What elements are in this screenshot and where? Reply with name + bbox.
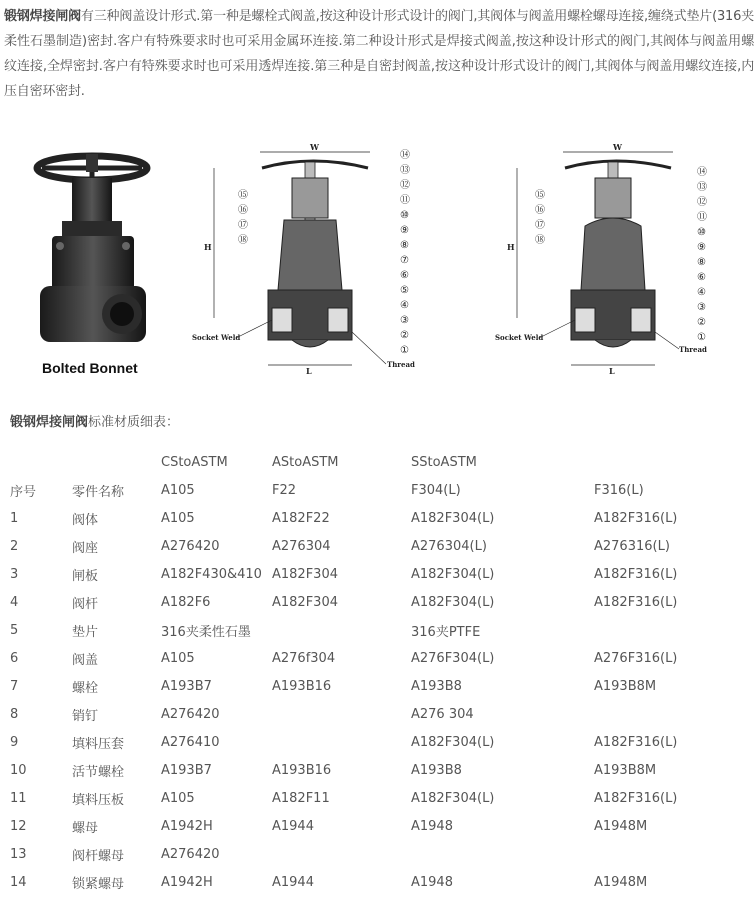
table-cell: 垫片 xyxy=(72,624,99,640)
table-row xyxy=(0,616,754,644)
table-cell: 316夹柔性石墨 xyxy=(161,624,251,640)
table-cell: A276420 xyxy=(161,538,220,554)
drawing1-length-label: L xyxy=(306,366,312,376)
table-cell: A182F304 xyxy=(272,594,338,610)
table-cell xyxy=(272,840,411,868)
table-header-cell: SStoASTM xyxy=(411,454,477,470)
table-header-cell xyxy=(0,448,72,476)
table-cell: A1948M xyxy=(594,874,648,890)
table-cell: A182F316(L) xyxy=(594,734,678,750)
table-cell: A182F304(L) xyxy=(411,594,495,610)
table-cell: A276316(L) xyxy=(594,538,670,554)
callout-14: ⑭ xyxy=(400,150,410,161)
callout-3: ③ xyxy=(400,315,409,326)
table-cell: A182F316(L) xyxy=(594,510,678,526)
drawing2-socket-weld: Socket Weld xyxy=(495,333,544,342)
table-cell: 3 xyxy=(10,566,19,582)
table-cell: A193B8M xyxy=(594,678,657,694)
table-header-cell: 零件名称 xyxy=(72,484,125,500)
table-cell: A276420 xyxy=(161,846,220,862)
table-cell xyxy=(594,700,754,728)
drawing1-socket-weld: Socket Weld xyxy=(192,333,241,342)
table-cell: 8 xyxy=(10,706,19,722)
section-title xyxy=(10,411,179,430)
callout-6: ⑥ xyxy=(400,270,409,281)
intro-paragraph xyxy=(4,4,754,104)
table-cell xyxy=(594,840,754,868)
table-cell: A193B7 xyxy=(161,762,212,778)
table-cell: A1948 xyxy=(411,874,453,890)
intro-text: 有三种阀盖设计形式.第一种是螺栓式阀盖,按这种设计形式设计的阀门,其阀体与阀盖用螺栓螺母连接,缠绕式垫片(316夹柔性石墨制造)密封.客户有特殊要求时也可采用金属环连接.第二种设计形式是焊接式阀盖,按这种设计形式的阀门,其阀体与阀盖用螺纹连接,全焊密封.客户有特殊要求时也可采用透焊连接.第三种是自密封阀盖,按这种设计形式设计的阀门,其阀体与阀盖用螺纹连接,内压自密环密封. xyxy=(4,9,754,99)
table-cell: 锁紧螺母 xyxy=(72,876,125,892)
table-cell: A193B16 xyxy=(272,762,332,778)
callout-1: ① xyxy=(697,332,706,343)
callout-18: ⑱ xyxy=(535,235,545,246)
callout-9: ⑨ xyxy=(697,242,706,253)
table-row xyxy=(0,728,754,756)
callout-13: ⑬ xyxy=(400,165,410,176)
table-cell xyxy=(272,700,411,728)
callout-10: ⑩ xyxy=(697,227,706,238)
table-header-cell: CStoASTM xyxy=(161,454,228,470)
drawing2-height-label: H xyxy=(507,242,515,252)
table-cell: A182F304(L) xyxy=(411,734,495,750)
callout-12: ⑫ xyxy=(697,197,707,208)
table-cell: 销钉 xyxy=(72,708,99,724)
callout-15: ⑮ xyxy=(535,190,545,201)
table-cell: 13 xyxy=(10,846,27,862)
callout-3: ③ xyxy=(697,302,706,313)
table-cell: 填料压套 xyxy=(72,736,125,752)
table-cell: 闸板 xyxy=(72,568,99,584)
table-cell: A276304 xyxy=(272,538,331,554)
table-cell: A182F316(L) xyxy=(594,790,678,806)
material-table xyxy=(0,448,754,896)
table-row xyxy=(0,532,754,560)
table-cell: 1 xyxy=(10,510,19,526)
table-cell: A1944 xyxy=(272,874,314,890)
callout-9: ⑨ xyxy=(400,225,409,236)
table-cell: 11 xyxy=(10,790,27,806)
table-cell: A182F304(L) xyxy=(411,566,495,582)
table-cell: A1942H xyxy=(161,818,213,834)
table-header-row-1 xyxy=(0,448,754,476)
drawing1-height-label: H xyxy=(204,242,212,252)
table-cell: 填料压板 xyxy=(72,792,125,808)
callout-4: ④ xyxy=(697,287,706,298)
table-row xyxy=(0,840,754,868)
table-cell: A193B8 xyxy=(411,762,462,778)
callout-17: ⑰ xyxy=(238,220,248,231)
table-cell: A193B7 xyxy=(161,678,212,694)
table-row xyxy=(0,868,754,896)
table-cell: A1942H xyxy=(161,874,213,890)
section-title-rest: 标准材质细表： xyxy=(88,415,180,430)
table-cell: 螺母 xyxy=(72,820,99,836)
table-row xyxy=(0,812,754,840)
table-cell: A182F11 xyxy=(272,790,330,806)
table-cell: A182F316(L) xyxy=(594,566,678,582)
material-table-body xyxy=(0,448,754,896)
table-cell: A1944 xyxy=(272,818,314,834)
table-cell: A276F304(L) xyxy=(411,650,495,666)
table-cell: 螺栓 xyxy=(72,680,99,696)
figures-row xyxy=(0,138,756,383)
table-cell: 7 xyxy=(10,678,19,694)
table-cell: 活节螺栓 xyxy=(72,764,125,780)
table-cell: A276F316(L) xyxy=(594,650,678,666)
table-row xyxy=(0,560,754,588)
table-cell: 5 xyxy=(10,622,19,638)
callout-8: ⑧ xyxy=(400,240,409,251)
table-cell: A193B8 xyxy=(411,678,462,694)
drawing1-thread: Thread xyxy=(387,360,415,369)
table-header-cell xyxy=(594,448,754,476)
table-row xyxy=(0,672,754,700)
valve-photo xyxy=(22,146,162,356)
table-cell: A182F304 xyxy=(272,566,338,582)
callout-16: ⑯ xyxy=(535,205,545,216)
table-header-cell: 序号 xyxy=(10,484,37,500)
table-cell: A276420 xyxy=(161,706,220,722)
table-cell: A105 xyxy=(161,650,195,666)
table-cell: 阀杆螺母 xyxy=(72,848,125,864)
table-cell: A105 xyxy=(161,790,195,806)
table-cell xyxy=(272,728,411,756)
table-cell xyxy=(411,840,594,868)
callout-11: ⑪ xyxy=(400,195,410,206)
table-row xyxy=(0,588,754,616)
callout-5: ⑤ xyxy=(400,285,409,296)
table-cell: A193B8M xyxy=(594,762,657,778)
table-cell: A276410 xyxy=(161,734,220,750)
drawing2-length-label: L xyxy=(609,366,615,376)
callout-6: ⑥ xyxy=(697,272,706,283)
table-row xyxy=(0,700,754,728)
table-cell: A1948M xyxy=(594,818,648,834)
table-cell: A276304(L) xyxy=(411,538,487,554)
photo-caption: Bolted Bonnet xyxy=(42,360,138,376)
table-header-cell: F316(L) xyxy=(594,482,644,498)
table-cell: A1948 xyxy=(411,818,453,834)
table-cell: 阀杆 xyxy=(72,596,99,612)
callout-14: ⑭ xyxy=(697,167,707,178)
table-cell: 6 xyxy=(10,650,19,666)
table-header-row-2 xyxy=(0,476,754,504)
drawing2-thread: Thread xyxy=(679,345,707,354)
table-cell: 阀体 xyxy=(72,512,99,528)
bolted-bonnet-drawing xyxy=(192,140,424,380)
intro-bold-title: 锻钢焊接闸阀 xyxy=(4,9,81,24)
table-header-cell xyxy=(72,448,161,476)
table-cell: A182F6 xyxy=(161,594,211,610)
callout-13: ⑬ xyxy=(697,182,707,193)
callout-11: ⑪ xyxy=(697,212,707,223)
table-cell: A182F22 xyxy=(272,510,330,526)
table-cell: 14 xyxy=(10,874,27,890)
table-cell: A276f304 xyxy=(272,650,336,666)
callout-8: ⑧ xyxy=(697,257,706,268)
table-cell xyxy=(594,616,754,644)
callout-17: ⑰ xyxy=(535,220,545,231)
table-cell: 阀盖 xyxy=(72,652,99,668)
section-title-bold: 锻钢焊接闸阀 xyxy=(10,415,89,430)
table-cell: 9 xyxy=(10,734,19,750)
table-cell: A182F316(L) xyxy=(594,594,678,610)
table-cell: A182F304(L) xyxy=(411,790,495,806)
table-header-cell: F22 xyxy=(272,482,297,498)
table-cell: 阀座 xyxy=(72,540,99,556)
drawing2-width-label: W xyxy=(613,142,622,152)
table-cell: 4 xyxy=(10,594,19,610)
callout-16: ⑯ xyxy=(238,205,248,216)
table-row xyxy=(0,756,754,784)
drawing1-width-label: W xyxy=(310,142,319,152)
table-header-cell: F304(L) xyxy=(411,482,461,498)
callout-12: ⑫ xyxy=(400,180,410,191)
callout-15: ⑮ xyxy=(238,190,248,201)
callout-18: ⑱ xyxy=(238,235,248,246)
table-cell: A276 304 xyxy=(411,706,474,722)
callout-4: ④ xyxy=(400,300,409,311)
table-cell: A193B16 xyxy=(272,678,332,694)
callout-1: ① xyxy=(400,345,409,356)
table-cell: 10 xyxy=(10,762,27,778)
callout-2: ② xyxy=(697,317,706,328)
table-header-cell: A105 xyxy=(161,482,195,498)
table-row xyxy=(0,504,754,532)
callout-2: ② xyxy=(400,330,409,341)
table-cell: 2 xyxy=(10,538,19,554)
table-cell: 316夹PTFE xyxy=(411,624,481,640)
table-cell xyxy=(272,616,411,644)
callout-7: ⑦ xyxy=(400,255,409,266)
table-cell: A182F430&410 xyxy=(161,566,262,582)
table-cell: A105 xyxy=(161,510,195,526)
table-header-cell: AStoASTM xyxy=(272,454,339,470)
welded-bonnet-drawing xyxy=(495,140,727,380)
table-row xyxy=(0,644,754,672)
table-cell: A182F304(L) xyxy=(411,510,495,526)
callout-10: ⑩ xyxy=(400,210,409,221)
table-cell: 12 xyxy=(10,818,27,834)
table-row xyxy=(0,784,754,812)
